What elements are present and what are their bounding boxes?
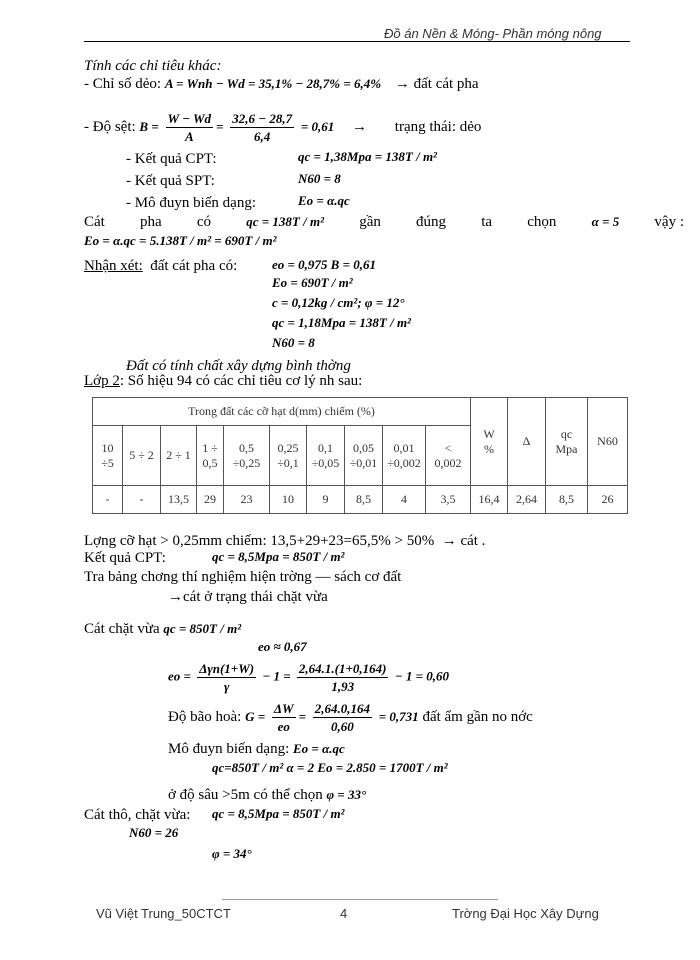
soil-properties-table xyxy=(92,397,628,514)
spt-label: - Kết quả SPT: xyxy=(126,173,215,189)
plasticity-line xyxy=(84,75,479,93)
denominator: A xyxy=(184,129,194,144)
lhs: eo = xyxy=(168,668,191,684)
numerator: Δγn(1+W) xyxy=(199,661,255,676)
col-header: 0,1 ÷0,05 xyxy=(307,426,345,486)
cell: - xyxy=(93,486,123,514)
consistency-label: - Độ sệt: xyxy=(84,118,136,135)
plasticity-formula: A = Wnh − Wd = 35,1% − 28,7% = 6,4% xyxy=(164,76,382,91)
footer-author: Vũ Việt Trung_50CTCT xyxy=(96,906,231,921)
denominator: eo xyxy=(277,719,290,734)
denominator: 1,93 xyxy=(331,679,355,694)
col-header: 0,5 ÷0,25 xyxy=(224,426,270,486)
cell: 8,5 xyxy=(345,486,383,514)
plasticity-label: - Chỉ số dẻo: xyxy=(84,76,162,92)
spt-formula: N60 = 8 xyxy=(298,171,341,186)
value: − 1 = 0,60 xyxy=(394,668,450,684)
denominator: 0,60 xyxy=(331,719,354,734)
footer-school: Trờng Đại Học Xây Dựng xyxy=(452,906,599,921)
mid: − 1 = xyxy=(262,668,291,684)
cpt2-label: Kết quả CPT: xyxy=(84,550,166,566)
consistency-value: = 0,61 xyxy=(300,118,335,134)
col-header-w: W % xyxy=(471,398,508,486)
denominator: 6,4 xyxy=(254,129,271,144)
section-heading: Tính các chỉ tiêu khác: xyxy=(84,58,222,74)
grain-text: Lợng cỡ hạt > 0,25mm chiếm: 13,5+29+23=65,5% > 50% xyxy=(84,533,435,549)
cell: 8,5 xyxy=(546,486,588,514)
cell: 29 xyxy=(197,486,224,514)
sat-value: = 0,731 xyxy=(378,708,419,724)
header-title: Đồ án Nền & Móng- Phần móng nông xyxy=(384,26,602,41)
col-header: 0,01 ÷0,002 xyxy=(383,426,426,486)
cell: - xyxy=(123,486,161,514)
denominator: γ xyxy=(223,679,230,694)
word: ta xyxy=(481,214,493,230)
word: có xyxy=(196,214,212,230)
col-header-delta: Δ xyxy=(508,398,546,486)
col-header: < 0,002 xyxy=(426,426,471,486)
col-header-qc: qc Mpa xyxy=(546,398,588,486)
void-ratio-formula xyxy=(168,660,449,695)
state-text: →cát ở trạng thái chặt vừa xyxy=(168,589,328,605)
col-header: 0,25 ÷0,1 xyxy=(270,426,307,486)
modulus2-label: Mô đuyn biến dạng: xyxy=(168,741,290,757)
word: Cát xyxy=(84,214,105,230)
grain-result: → cát . xyxy=(441,533,486,549)
header-rule xyxy=(84,41,630,42)
cell: 9 xyxy=(307,486,345,514)
arrow-icon: → xyxy=(352,118,368,135)
numerator: 2,64.0,164 xyxy=(314,701,371,716)
cell: 16,4 xyxy=(471,486,508,514)
cell: 2,64 xyxy=(508,486,546,514)
consistency-state: trạng thái: dẻo xyxy=(394,118,482,135)
cell: 10 xyxy=(270,486,307,514)
modulus2-formula: Eo = α.qc xyxy=(293,741,345,756)
saturation-line: Độ bão hoà: G = $\frac{\Delta W}{eo}$ = $\frac{2,64.0,164}{0,60}$ = 0,731 đất ẩm gần no nớc xyxy=(168,701,533,734)
numerator: ΔW xyxy=(273,701,294,716)
remark-intro: đất cát pha có: xyxy=(150,258,238,274)
layer2-text: : Số hiệu 94 có các chỉ tiêu cơ lý nh sau: xyxy=(119,373,363,389)
e0-result: Eo = α.qc = 5.138T / m² = 690T / m² xyxy=(84,233,277,248)
choose-alpha-line xyxy=(84,213,684,231)
consistency-lhs: B = xyxy=(139,118,159,134)
remark-formula: Eo = 690T / m² xyxy=(272,275,353,290)
col-header-n60: N60 xyxy=(588,398,628,486)
modulus-formula: Eo = α.qc xyxy=(298,193,350,208)
word: chọn xyxy=(527,214,557,230)
col-header: 10 ÷5 xyxy=(93,426,123,486)
cpt-label: - Kết quả CPT: xyxy=(126,151,217,167)
remark-label: Nhận xét: xyxy=(84,258,143,274)
plasticity-result: → đất cát pha xyxy=(394,76,479,92)
numerator: W − Wd xyxy=(167,111,212,126)
lookup-text: Tra bảng chơng thí nghiệm hiện trờng — sách cơ đất xyxy=(84,569,402,585)
page-number: 4 xyxy=(340,906,348,921)
modulus-values: qc=850T / m² α = 2 Eo = 2.850 = 1700T / m² xyxy=(212,760,448,775)
word: gần xyxy=(359,214,381,230)
remark-formula: c = 0,12kg / cm²; φ = 12° xyxy=(272,295,405,310)
cell: 13,5 xyxy=(161,486,197,514)
numerator: 2,64.1.(1+0,164) xyxy=(298,661,387,676)
depth-formula: φ = 33° xyxy=(326,787,367,802)
dense-line xyxy=(84,620,241,638)
col-header: 2 ÷ 1 xyxy=(161,426,197,486)
fraction xyxy=(297,660,389,695)
alpha-formula: α = 5 xyxy=(591,214,620,229)
modulus2-line xyxy=(168,740,345,758)
table-row xyxy=(93,486,628,514)
cell: 3,5 xyxy=(426,486,471,514)
fraction xyxy=(313,700,372,735)
col-header: 0,05 ÷0,01 xyxy=(345,426,383,486)
col-header: 5 ÷ 2 xyxy=(123,426,161,486)
sat-label: Độ bão hoà: xyxy=(168,708,242,725)
numerator: 32,6 − 28,7 xyxy=(232,111,293,126)
cpt-formula: qc = 1,38Mpa = 138T / m² xyxy=(298,149,437,164)
sat-result: đất ẩm gần no nớc xyxy=(422,708,533,725)
cpt2-formula: qc = 8,5Mpa = 850T / m² xyxy=(212,549,345,564)
group-header: Trong đất các cỡ hạt d(mm) chiếm (%) xyxy=(93,398,471,426)
n60-formula: N60 = 26 xyxy=(129,825,179,840)
remark-formula: qc = 1,18Mpa = 138T / m² xyxy=(272,315,411,330)
dense-label: Cát chặt vừa xyxy=(84,621,160,637)
remark-conclusion: Đất có tính chất xây dựng bình thờng xyxy=(126,358,351,374)
coarse-label: Cát thô, chặt vừa: xyxy=(84,807,191,823)
fraction xyxy=(197,660,256,695)
cell: 26 xyxy=(588,486,628,514)
layer2-label: Lớp 2 xyxy=(84,373,120,389)
word: đúng xyxy=(416,214,447,230)
phi-formula: φ = 34° xyxy=(212,846,252,861)
modulus-label: - Mô đuyn biến dạng: xyxy=(126,195,256,211)
layer2-line xyxy=(84,372,362,390)
dense-formula: qc = 850T / m² xyxy=(163,621,242,636)
lhs: G = xyxy=(245,708,266,724)
coarse-formula: qc = 8,5Mpa = 850T / m² xyxy=(212,806,345,821)
col-header: 1 ÷ 0,5 xyxy=(197,426,224,486)
remark-formula: eo = 0,975 B = 0,61 xyxy=(272,257,377,272)
consistency-line: - Độ sệt: B = $\frac{W - Wd}{A}$ = $\frac{32,6 - 28,7}{6,4}$ = 0,61 → trạng thái: dẻo xyxy=(84,111,482,144)
cell: 4 xyxy=(383,486,426,514)
remark-formula: N60 = 8 xyxy=(272,335,315,350)
word: pha xyxy=(140,214,162,230)
footer-rule xyxy=(222,899,498,900)
fraction xyxy=(166,110,214,145)
qc-formula: qc = 138T / m² xyxy=(246,214,324,229)
fraction xyxy=(272,700,296,735)
fraction xyxy=(230,110,294,145)
e0-approx: eo ≈ 0,67 xyxy=(258,639,307,654)
remark-line xyxy=(84,257,237,275)
cell: 23 xyxy=(224,486,270,514)
word: vậy : xyxy=(654,214,684,230)
depth-text: ở độ sâu >5m có thể chọn xyxy=(168,787,323,803)
depth-line xyxy=(168,786,366,804)
